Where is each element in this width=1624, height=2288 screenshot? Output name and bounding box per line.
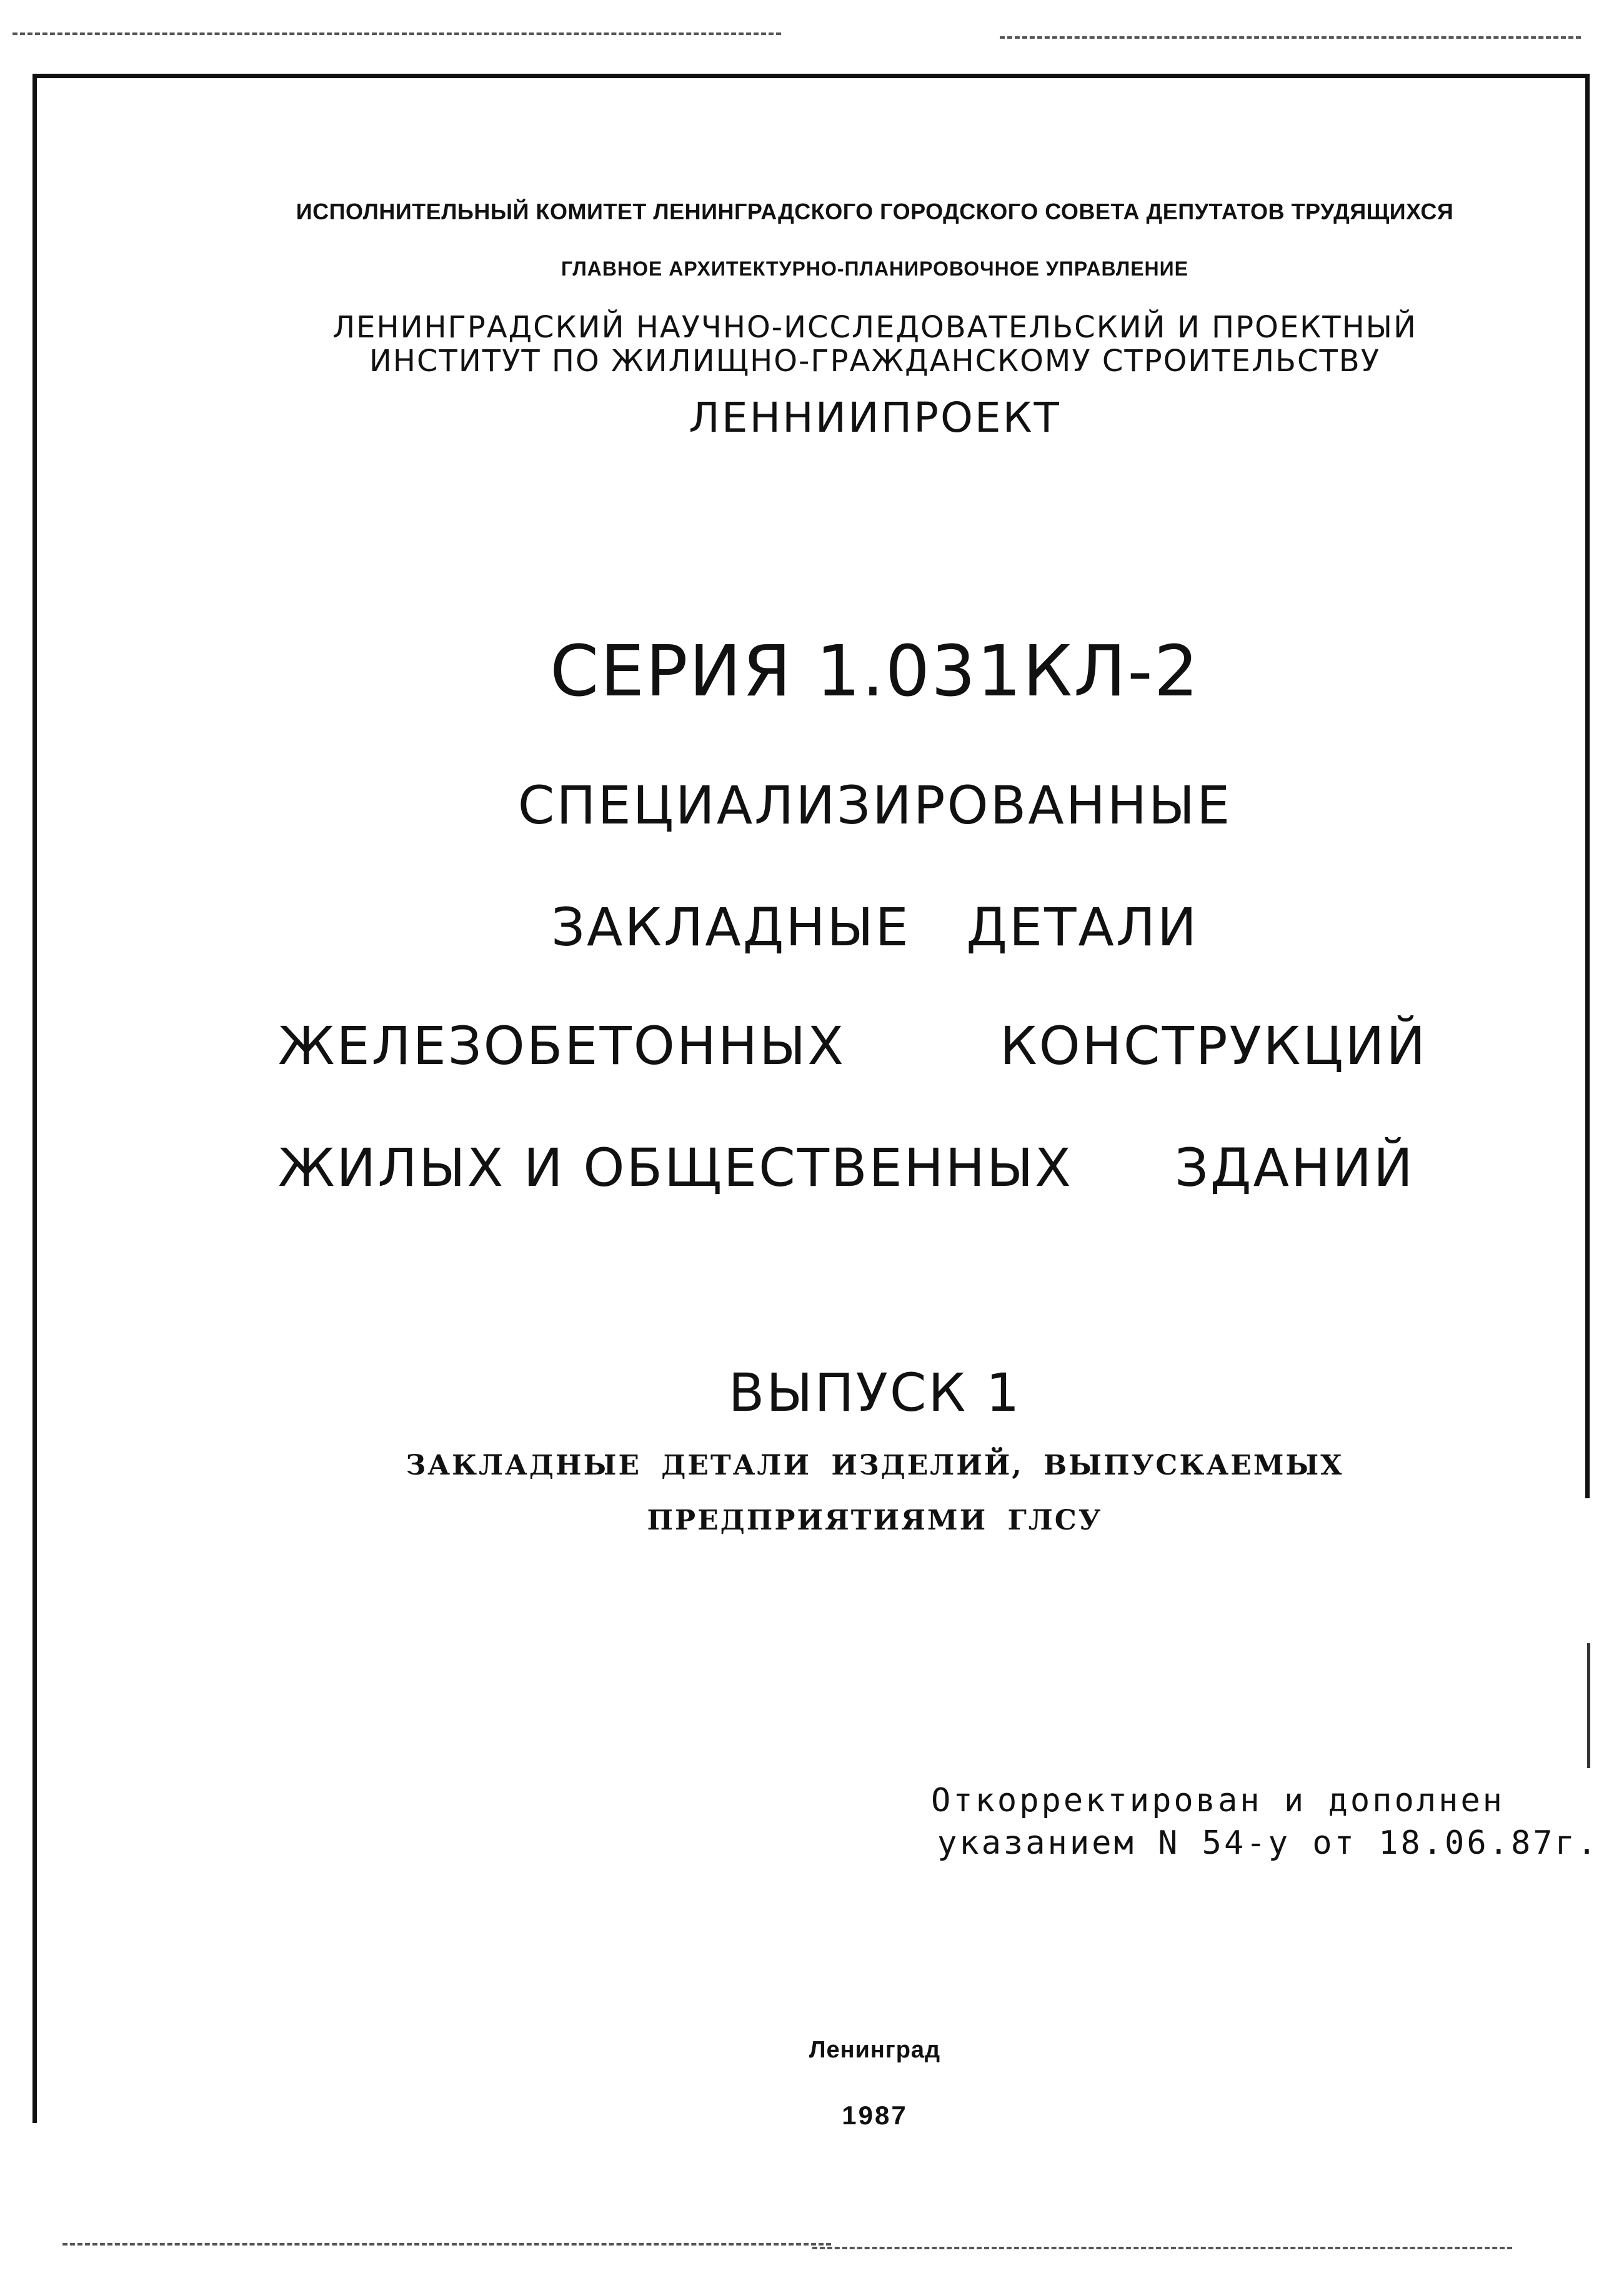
issue-subtitle-line-2: ПРЕДПРИЯТИЯМИ ГЛСУ [647, 1505, 1103, 1536]
title-line-3-right: КОНСТРУКЦИЙ [1000, 1015, 1428, 1077]
department-line: ГЛАВНОЕ АРХИТЕКТУРНО-ПЛАНИРОВОЧНОЕ УПРАВЛЕНИЕ [560, 257, 1188, 280]
scan-edge-bottom-right [812, 2247, 1512, 2249]
frame-top-border [32, 74, 1590, 78]
title-line-4-left: ЖИЛЫХ И ОБЩЕСТВЕННЫХ [278, 1137, 1073, 1198]
publication-city: Ленинград [809, 2037, 941, 2063]
frame-left-border [32, 74, 37, 2123]
issue-number: ВЫПУСК 1 [728, 1362, 1022, 1423]
frame-right-border-fragment [1587, 1643, 1590, 1768]
frame-right-border [1585, 74, 1590, 1498]
institute-line-1: ЛЕНИНГРАДСКИЙ НАУЧНО-ИССЛЕДОВАТЕЛЬСКИЙ И ПРОЕКТНЫЙ [332, 310, 1417, 345]
institute-line-2: ИНСТИТУТ ПО ЖИЛИЩНО-ГРАЖДАНСКОМУ СТРОИТЕЛЬСТВУ [369, 344, 1380, 379]
committee-line: ИСПОЛНИТЕЛЬНЫЙ КОМИТЕТ ЛЕНИНГРАДСКОГО ГОРОДСКОГО СОВЕТА ДЕПУТАТОВ ТРУДЯЩИХСЯ [296, 199, 1454, 224]
scan-edge-top-left [12, 32, 781, 35]
scan-edge-bottom-left [62, 2243, 831, 2246]
institute-short-name: ЛЕННИИПРОЕКТ [689, 394, 1061, 442]
series-title: СЕРИЯ 1.031КЛ-2 [550, 631, 1200, 712]
title-line-1: СПЕЦИАЛИЗИРОВАННЫЕ [517, 775, 1232, 836]
scan-edge-top-right [1000, 36, 1581, 39]
correction-note-line-2: указанием N 54-у от 18.06.87г. [937, 1824, 1600, 1862]
publication-year: 1987 [842, 2101, 908, 2130]
title-line-2: ЗАКЛАДНЫЕ ДЕТАЛИ [551, 897, 1198, 958]
title-line-3-left: ЖЕЛЕЗОБЕТОННЫХ [278, 1015, 845, 1077]
title-line-4-right: ЗДАНИЙ [1175, 1137, 1415, 1198]
issue-subtitle-line-1: ЗАКЛАДНЫЕ ДЕТАЛИ ИЗДЕЛИЙ, ВЫПУСКАЕМЫХ [406, 1450, 1344, 1481]
correction-note-line-1: Откорректирован и дополнен [931, 1782, 1505, 1819]
